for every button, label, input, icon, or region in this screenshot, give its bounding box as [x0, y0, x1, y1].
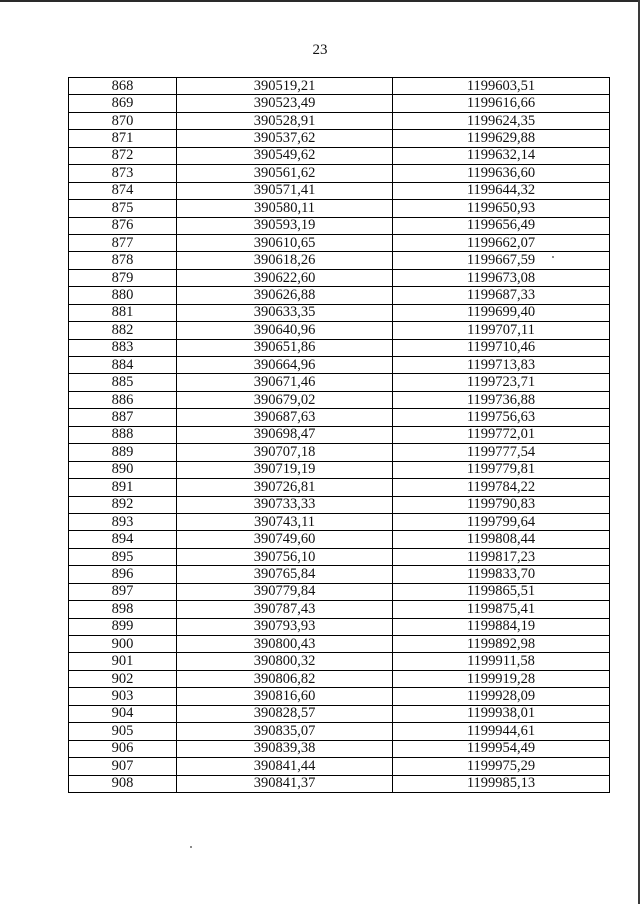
table-row — [69, 304, 610, 321]
table-row — [69, 322, 610, 339]
table-row — [69, 653, 610, 670]
y-coordinate-cell: 1199790,83 — [393, 496, 610, 513]
y-coordinate-cell: 1199892,98 — [393, 636, 610, 653]
y-coordinate-cell: 1199884,19 — [393, 618, 610, 635]
y-coordinate-cell: 1199779,81 — [393, 461, 610, 478]
table-row — [69, 775, 610, 792]
table-row — [69, 95, 610, 112]
x-coordinate-cell: 390618,26 — [177, 252, 393, 269]
x-coordinate-cell: 390756,10 — [177, 548, 393, 565]
y-coordinate-cell: 1199944,61 — [393, 723, 610, 740]
coordinates-table-body — [69, 78, 610, 793]
table-row — [69, 391, 610, 408]
scan-speck — [190, 846, 192, 848]
table-row — [69, 78, 610, 95]
table-row — [69, 147, 610, 164]
y-coordinate-cell: 1199650,93 — [393, 200, 610, 217]
point-number-cell: 885 — [69, 374, 177, 391]
point-number-cell: 900 — [69, 636, 177, 653]
x-coordinate-cell: 390528,91 — [177, 112, 393, 129]
table-row — [69, 758, 610, 775]
table-row — [69, 217, 610, 234]
x-coordinate-cell: 390765,84 — [177, 566, 393, 583]
x-coordinate-cell: 390828,57 — [177, 705, 393, 722]
point-number-cell: 884 — [69, 357, 177, 374]
y-coordinate-cell: 1199772,01 — [393, 426, 610, 443]
x-coordinate-cell: 390622,60 — [177, 269, 393, 286]
x-coordinate-cell: 390580,11 — [177, 200, 393, 217]
point-number-cell: 872 — [69, 147, 177, 164]
x-coordinate-cell: 390687,63 — [177, 409, 393, 426]
point-number-cell: 893 — [69, 513, 177, 530]
x-coordinate-cell: 390835,07 — [177, 723, 393, 740]
table-row — [69, 513, 610, 530]
point-number-cell: 869 — [69, 95, 177, 112]
x-coordinate-cell: 390523,49 — [177, 95, 393, 112]
point-number-cell: 907 — [69, 758, 177, 775]
point-number-cell: 892 — [69, 496, 177, 513]
x-coordinate-cell: 390793,93 — [177, 618, 393, 635]
point-number-cell: 902 — [69, 670, 177, 687]
point-number-cell: 906 — [69, 740, 177, 757]
point-number-cell: 901 — [69, 653, 177, 670]
point-number-cell: 883 — [69, 339, 177, 356]
table-row — [69, 426, 610, 443]
x-coordinate-cell: 390749,60 — [177, 531, 393, 548]
table-row — [69, 583, 610, 600]
y-coordinate-cell: 1199624,35 — [393, 112, 610, 129]
y-coordinate-cell: 1199636,60 — [393, 165, 610, 182]
table-row — [69, 130, 610, 147]
y-coordinate-cell: 1199629,88 — [393, 130, 610, 147]
table-row — [69, 636, 610, 653]
x-coordinate-cell: 390841,37 — [177, 775, 393, 792]
scan-top-edge — [0, 0, 640, 2]
x-coordinate-cell: 390671,46 — [177, 374, 393, 391]
x-coordinate-cell: 390549,62 — [177, 147, 393, 164]
coordinates-table — [68, 77, 610, 793]
x-coordinate-cell: 390610,65 — [177, 234, 393, 251]
table-row — [69, 670, 610, 687]
y-coordinate-cell: 1199713,83 — [393, 357, 610, 374]
y-coordinate-cell: 1199616,66 — [393, 95, 610, 112]
point-number-cell: 905 — [69, 723, 177, 740]
point-number-cell: 875 — [69, 200, 177, 217]
x-coordinate-cell: 390779,84 — [177, 583, 393, 600]
table-row — [69, 112, 610, 129]
y-coordinate-cell: 1199985,13 — [393, 775, 610, 792]
scan-speck — [552, 256, 554, 258]
y-coordinate-cell: 1199817,23 — [393, 548, 610, 565]
y-coordinate-cell: 1199736,88 — [393, 391, 610, 408]
x-coordinate-cell: 390593,19 — [177, 217, 393, 234]
x-coordinate-cell: 390806,82 — [177, 670, 393, 687]
y-coordinate-cell: 1199954,49 — [393, 740, 610, 757]
table-row — [69, 461, 610, 478]
table-row — [69, 688, 610, 705]
table-row — [69, 531, 610, 548]
point-number-cell: 878 — [69, 252, 177, 269]
y-coordinate-cell: 1199875,41 — [393, 601, 610, 618]
point-number-cell: 891 — [69, 479, 177, 496]
y-coordinate-cell: 1199938,01 — [393, 705, 610, 722]
x-coordinate-cell: 390633,35 — [177, 304, 393, 321]
table-row — [69, 601, 610, 618]
point-number-cell: 908 — [69, 775, 177, 792]
x-coordinate-cell: 390707,18 — [177, 444, 393, 461]
x-coordinate-cell: 390519,21 — [177, 78, 393, 95]
y-coordinate-cell: 1199911,58 — [393, 653, 610, 670]
point-number-cell: 876 — [69, 217, 177, 234]
x-coordinate-cell: 390664,96 — [177, 357, 393, 374]
point-number-cell: 881 — [69, 304, 177, 321]
table-row — [69, 234, 610, 251]
table-row — [69, 182, 610, 199]
x-coordinate-cell: 390571,41 — [177, 182, 393, 199]
x-coordinate-cell: 390800,32 — [177, 653, 393, 670]
point-number-cell: 879 — [69, 269, 177, 286]
table-row — [69, 339, 610, 356]
x-coordinate-cell: 390679,02 — [177, 391, 393, 408]
point-number-cell: 890 — [69, 461, 177, 478]
y-coordinate-cell: 1199975,29 — [393, 758, 610, 775]
y-coordinate-cell: 1199710,46 — [393, 339, 610, 356]
point-number-cell: 877 — [69, 234, 177, 251]
x-coordinate-cell: 390561,62 — [177, 165, 393, 182]
x-coordinate-cell: 390719,19 — [177, 461, 393, 478]
x-coordinate-cell: 390743,11 — [177, 513, 393, 530]
point-number-cell: 882 — [69, 322, 177, 339]
table-row — [69, 269, 610, 286]
y-coordinate-cell: 1199707,11 — [393, 322, 610, 339]
y-coordinate-cell: 1199808,44 — [393, 531, 610, 548]
table-row — [69, 409, 610, 426]
page-number: 23 — [312, 42, 328, 58]
y-coordinate-cell: 1199699,40 — [393, 304, 610, 321]
point-number-cell: 897 — [69, 583, 177, 600]
x-coordinate-cell: 390733,33 — [177, 496, 393, 513]
point-number-cell: 903 — [69, 688, 177, 705]
point-number-cell: 880 — [69, 287, 177, 304]
x-coordinate-cell: 390841,44 — [177, 758, 393, 775]
point-number-cell: 896 — [69, 566, 177, 583]
table-row — [69, 548, 610, 565]
point-number-cell: 889 — [69, 444, 177, 461]
x-coordinate-cell: 390726,81 — [177, 479, 393, 496]
point-number-cell: 898 — [69, 601, 177, 618]
table-row — [69, 479, 610, 496]
table-row — [69, 618, 610, 635]
table-row — [69, 740, 610, 757]
y-coordinate-cell: 1199784,22 — [393, 479, 610, 496]
table-row — [69, 165, 610, 182]
y-coordinate-cell: 1199603,51 — [393, 78, 610, 95]
y-coordinate-cell: 1199662,07 — [393, 234, 610, 251]
table-row — [69, 705, 610, 722]
x-coordinate-cell: 390787,43 — [177, 601, 393, 618]
point-number-cell: 871 — [69, 130, 177, 147]
y-coordinate-cell: 1199644,32 — [393, 182, 610, 199]
x-coordinate-cell: 390626,88 — [177, 287, 393, 304]
x-coordinate-cell: 390698,47 — [177, 426, 393, 443]
y-coordinate-cell: 1199687,33 — [393, 287, 610, 304]
y-coordinate-cell: 1199777,54 — [393, 444, 610, 461]
point-number-cell: 888 — [69, 426, 177, 443]
point-number-cell: 895 — [69, 548, 177, 565]
table-row — [69, 252, 610, 269]
y-coordinate-cell: 1199656,49 — [393, 217, 610, 234]
point-number-cell: 874 — [69, 182, 177, 199]
table-row — [69, 374, 610, 391]
point-number-cell: 894 — [69, 531, 177, 548]
x-coordinate-cell: 390651,86 — [177, 339, 393, 356]
point-number-cell: 886 — [69, 391, 177, 408]
x-coordinate-cell: 390816,60 — [177, 688, 393, 705]
table-row — [69, 200, 610, 217]
x-coordinate-cell: 390537,62 — [177, 130, 393, 147]
y-coordinate-cell: 1199919,28 — [393, 670, 610, 687]
y-coordinate-cell: 1199673,08 — [393, 269, 610, 286]
y-coordinate-cell: 1199667,59 — [393, 252, 610, 269]
y-coordinate-cell: 1199865,51 — [393, 583, 610, 600]
x-coordinate-cell: 390839,38 — [177, 740, 393, 757]
table-row — [69, 566, 610, 583]
y-coordinate-cell: 1199833,70 — [393, 566, 610, 583]
point-number-cell: 870 — [69, 112, 177, 129]
y-coordinate-cell: 1199756,63 — [393, 409, 610, 426]
table-row — [69, 357, 610, 374]
point-number-cell: 904 — [69, 705, 177, 722]
table-row — [69, 723, 610, 740]
x-coordinate-cell: 390800,43 — [177, 636, 393, 653]
y-coordinate-cell: 1199723,71 — [393, 374, 610, 391]
y-coordinate-cell: 1199632,14 — [393, 147, 610, 164]
point-number-cell: 899 — [69, 618, 177, 635]
table-row — [69, 496, 610, 513]
x-coordinate-cell: 390640,96 — [177, 322, 393, 339]
table-row — [69, 287, 610, 304]
point-number-cell: 868 — [69, 78, 177, 95]
y-coordinate-cell: 1199799,64 — [393, 513, 610, 530]
table-row — [69, 444, 610, 461]
y-coordinate-cell: 1199928,09 — [393, 688, 610, 705]
point-number-cell: 873 — [69, 165, 177, 182]
point-number-cell: 887 — [69, 409, 177, 426]
